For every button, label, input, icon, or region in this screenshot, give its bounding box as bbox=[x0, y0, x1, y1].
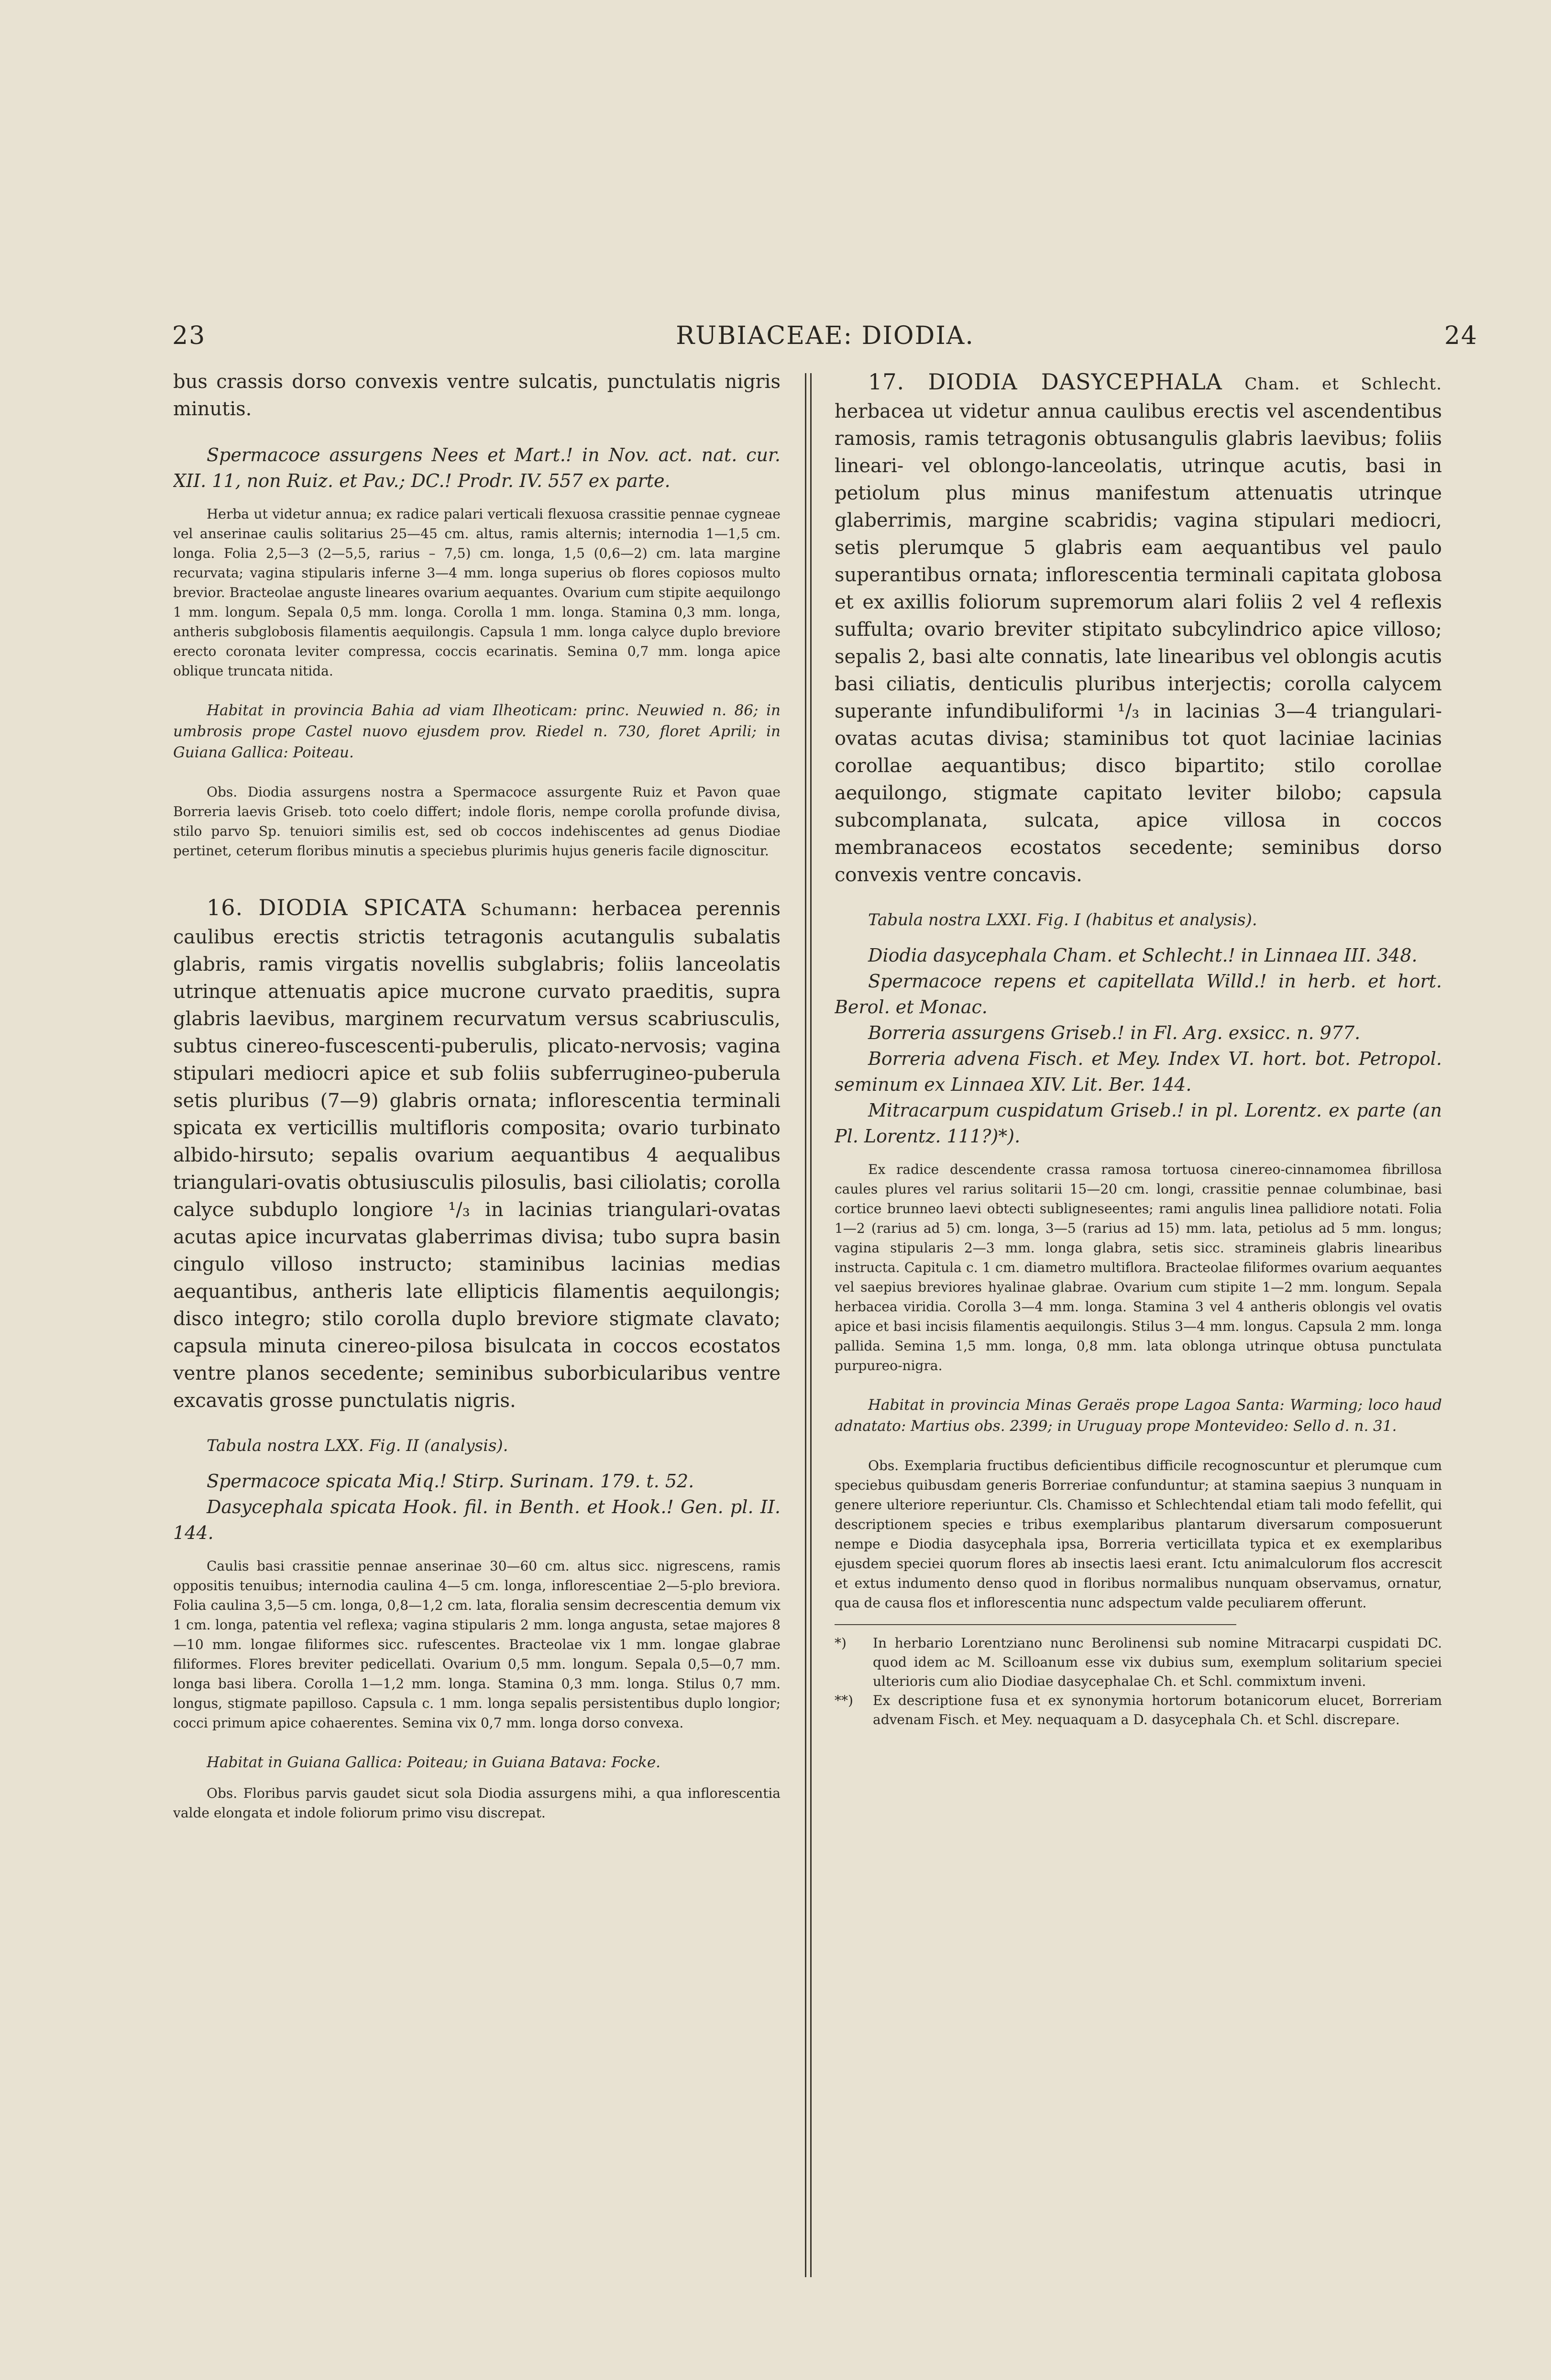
synonym-borreria-advena: Borreria advena Fisch. et Mey. Index VI. hort. bot. Petropol. seminum ex Linnaea XIV. Lit. Ber. 144. bbox=[835, 1048, 1442, 1095]
continued-text: bus crassis dorso convexis ventre sulcatis, punctulatis nigris minutis. bbox=[173, 371, 781, 420]
habitat-dasycephala: Habitat in provincia Minas Geraës prope Lagoa Santa: Warming; loco haud adnatato: Martius obs. 2399; in Uruguay prope Montevideo: Sello d. n. 31. bbox=[835, 1396, 1442, 1435]
species-17-number: 17. bbox=[868, 369, 928, 395]
page-number-left: 23 bbox=[172, 321, 206, 350]
description-assurgens: Herba ut videtur annua; ex radice palari verticali flexuosa crassitie pennae cygneae vel anserinae caulis solitarius 25—45 cm. altus, ramis alternis; internodia 1—1,5 cm. longa. Folia 2,5—3 (2—5,5, rarius – 7,5) cm. longa, 1,5 (0,6—2) cm. lata margine recurvata; vagina stipularis inferne 3—4 mm. longa superius ob flores copiosos multo brevior. Bracteolae anguste lineares ovarium aequantes. Ovarium cum stipite aequilongo 1 mm. longum. Sepala 0,5 mm. longa. Corolla 1 mm. longa. Stamina 0,3 mm. longa, antheris subglobosis filamentis aequilongis. Capsula 1 mm. longa calyce duplo breviore erecto coronata leviter compressa, coccis ecarinatis. Semina 0,7 mm. longa apice oblique truncata nitida. bbox=[173, 506, 781, 679]
synonym-spermacoce-spicata: Spermacoce spicata Miq.! Stirp. Surinam. 179. t. 52. bbox=[207, 1471, 694, 1492]
description-spicata: Caulis basi crassitie pennae anserinae 30—60 cm. altus sicc. nigrescens, ramis oppositis tenuibus; internodia caulina 4—5 cm. longa, inflorescentiae 2—5-plo breviora. Folia caulina 3,5—5 cm. longa, 0,8—1,2 cm. lata, floralia sensim decrescentia demum vix 1 cm. longa, patentia vel reflexa; vagina stipularis 2 mm. longa angusta, setae majores 8—10 mm. longae filiformes sicc. rufescentes. Bracteolae vix 1 mm. longae glabrae filiformes. Flores breviter pedicellati. Ovarium 0,5 mm. longum. Sepala 0,5—0,7 mm. longa basi libera. Corolla 1—1,2 mm. longa. Stamina 0,3 mm. longa. Stilus 0,7 mm. longus, stigmate papilloso. Capsula c. 1 mm. longa sepalis persistentibus duplo longior; cocci primum apice cohaerentes. Semina vix 0,7 mm. longa dorso convexa. bbox=[173, 1558, 781, 1731]
footnote-1 bbox=[835, 1634, 1442, 1691]
habitat-assurgens: Habitat in provincia Bahia ad viam Ilheoticam: princ. Neuwied n. 86; in umbrosis prope Castel nuovo ejusdem prov. Riedel n. 730, floret Aprili; in Guiana Gallica: Poiteau. bbox=[173, 702, 781, 761]
description-dasycephala: Ex radice descendente crassa ramosa tortuosa cinereo-cinnamomea fibrillosa caules plures vel rarius solitarii 15—20 cm. longi, crassitie pennae columbinae, basi cortice brunneo laevi obtecti subligneseentes; rami angulis linea pallidiore notati. Folia 1—2 (rarius ad 5) cm. longa, 3—5 (rarius ad 15) mm. lata, petiolus ad 5 mm. longus; vagina stipularis 2—3 mm. longa glabra, setis sicc. stramineis glabris linearibus instructa. Capitula c. 1 cm. diametro multiflora. Bracteolae filiformes ovarium aequantes vel saepius breviores hyalinae glabrae. Ovarium cum stipite 1—2 mm. longum. Sepala herbacea viridia. Corolla 3—4 mm. longa. Stamina 3 vel 4 antheris oblongis vel ovatis apice et basi incisis filamentis aequilongis. Stilus 3—4 mm. longus. Capsula 2 mm. longa pallida. Semina 1,5 mm. longa, 0,8 mm. lata oblonga utrinque obtusa punctulata purpureo-nigra. bbox=[835, 1162, 1442, 1373]
habitat-spicata: Habitat in Guiana Gallica: Poiteau; in Guiana Batava: Focke. bbox=[207, 1754, 661, 1771]
page-header bbox=[172, 321, 1478, 360]
footnote-2 bbox=[835, 1691, 1442, 1729]
footnote-2-text: Ex descriptione fusa et ex synonymia hortorum botanicorum elucet, Borreriam advenam Fisch. et Mey. nequaquam a D. dasycephala Ch. et Schl. discrepare. bbox=[873, 1693, 1442, 1727]
column-divider bbox=[805, 373, 812, 2277]
synonym-spermacoce-repens: Spermacoce repens et capitellata Willd.! in herb. et hort. Berol. et Monac. bbox=[835, 971, 1442, 1018]
synonym-spermacoce-assurgens: Spermacoce assurgens Nees et Mart.! in Nov. act. nat. cur. XII. 11, non Ruiz. et Pav.; DC.! Prodr. IV. 557 ex parte. bbox=[173, 444, 781, 491]
synonym-dasycephala-spicata: Dasycephala spicata Hook. fil. in Benth. et Hook.! Gen. pl. II. 144. bbox=[173, 1496, 781, 1543]
synonym-diodia-dasycephala: Diodia dasycephala Cham. et Schlecht.! in Linnaea III. 348. bbox=[868, 945, 1418, 966]
synonym-borreria-assurgens: Borreria assurgens Griseb.! in Fl. Arg. exsicc. n. 977. bbox=[868, 1022, 1361, 1043]
species-17-title: DIODIA DASYCEPHALA bbox=[928, 369, 1222, 395]
species-16-author: Schumann bbox=[480, 900, 572, 919]
left-column bbox=[173, 368, 781, 2291]
footnote-1-text: In herbario Lorentziano nunc Berolinensi sub nomine Mitracarpi cuspidati DC. quod idem ac M. Scilloanum esse vix dubius sum, exemplum solitarium speciei ulterioris cum alio Diodiae dasycephalae Ch. et Schl. commixtum inveni. bbox=[873, 1635, 1442, 1689]
synonym-mitracarpum-cuspidatum: Mitracarpum cuspidatum Griseb.! in pl. Lorentz. ex parte (an Pl. Lorentz. 111?)*). bbox=[835, 1100, 1442, 1147]
footnote-2-mark: **) bbox=[835, 1693, 853, 1708]
species-16-diagnosis bbox=[173, 894, 781, 1415]
footnote-1-mark: *) bbox=[835, 1635, 847, 1651]
observation-assurgens: Obs. Diodia assurgens nostra a Spermacoce assurgente Ruiz et Pavon quae Borreria laevis Griseb. toto coelo differt; indole floris, nempe corolla profunde divisa, stilo parvo Sp. tenuiori similis est, sed ob coccos indehiscentes ad genus Diodiae pertinet, ceterum floribus minutis a speciebus plurimis hujus generis facile dignoscitur. bbox=[173, 784, 781, 859]
species-17-author: Cham. et Schlecht. bbox=[1244, 375, 1442, 394]
species-16-number: 16. bbox=[207, 895, 259, 920]
footnote-rule bbox=[835, 1624, 1236, 1625]
right-column bbox=[835, 368, 1442, 2291]
observation-dasycephala: Obs. Exemplaria fructibus deficientibus difficile recognoscuntur et plerumque cum speciebus quibusdam generis Borreriae confunduntur; at stamina saepius 3 nunquam in genere ulteriore reperiuntur. Cls. Chamisso et Schlechtendal etiam tali modo fefellit, qui descriptionem species e tribus exemplaribus plantarum diversarum composuerunt nempe e Diodia dasycephala ipsa, Borreria verticillata typica et ex exemplaribus ejusdem speciei quorum flores ab insectis laesi erant. Ictu animalculorum flos accrescit et extus indumento denso quod in floribus normalibus nunquam observamus, ornatur, qua de causa flos et inflorescentia nunc adspectum valde peculiarem offerunt. bbox=[835, 1458, 1442, 1611]
page-number-right: 24 bbox=[1444, 321, 1478, 350]
species-16-title: DIODIA SPICATA bbox=[258, 895, 466, 920]
observation-spicata: Obs. Floribus parvis gaudet sicut sola Diodia assurgens mihi, a qua inflorescentia valde elongata et indole foliorum primo visu discrepat. bbox=[173, 1785, 781, 1821]
species-17-diagnosis bbox=[835, 368, 1442, 889]
species-16-text: : herbacea perennis caulibus erectis strictis tetragonis acutangulis subalatis glabris, ramis virgatis novellis subglabris; foliis lanceolatis utrinque attenuatis apice mucrone curvato praeditis, supra glabris laevibus, marginem recurvatum versus scabriusculis, subtus cinereo-fuscescenti-puberulis, plicato-nervosis; vagina stipulari mediocri apice et sub foliis subferrugineo-puberula setis pluribus (7—9) glabris ornata; inflorescentia terminali spicata ex verticillis multifloris composita; ovario turbinato albido-hirsuto; sepalis ovarium aequantibus 4 aequalibus triangulari-ovatis obtusiusculis pilosulis, basi ciliolatis; corolla calyce subduplo longiore ¹/₃ in lacinias triangulari-ovatas acutas apice incurvatas glaberrimas divisa; tubo supra basin cingulo villoso instructo; staminibus lacinias medias aequantibus, antheris late ellipticis filamentis aequilongis; disco integro; stilo corolla duplo breviore stigmate clavato; capsula minuta cinereo-pilosa bisulcata in coccos ecostatos ventre planos secedente; seminibus suborbicularibus ventre excavatis grosse punctulatis nigris. bbox=[173, 898, 781, 1412]
species-17-text: herbacea ut videtur annua caulibus erectis vel ascendentibus ramosis, ramis tetragonis obtusangulis glabris laevibus; foliis lineari- vel oblongo-lanceolatis, utrinque acutis, basi in petiolum plus minus manifestum attenuatis utrinque glaberrimis, margine scabridis; vagina stipulari mediocri, setis plerumque 5 glabris eam aequantibus vel paulo superantibus ornata; inflorescentia terminali capitata globosa et ex axillis foliorum supremorum alari foliis 2 vel 4 reflexis suffulta; ovario breviter stipitato subcylindrico apice villoso; sepalis 2, basi alte connatis, late linearibus vel oblongis acutis basi ciliatis, denticulis pluribus interjectis; corolla calycem superante infundibuliformi ¹/₃ in lacinias 3—4 triangulari-ovatas acutas divisa; staminibus tot quot laciniae lacinias corollae aequantibus; disco bipartito; stilo corollae aequilongo, stigmate capitato leviter bilobo; capsula subcomplanata, sulcata, apice villosa in coccos membranaceos ecostatos secedente; seminibus dorso convexis ventre concavis. bbox=[835, 400, 1442, 886]
plate-reference-16: Tabula nostra LXX. Fig. II (analysis). bbox=[207, 1436, 508, 1455]
plate-reference-17: Tabula nostra LXXI. Fig. I (habitus et analysis). bbox=[868, 910, 1257, 930]
running-title: RUBIACEAE: DIODIA. bbox=[676, 321, 974, 350]
